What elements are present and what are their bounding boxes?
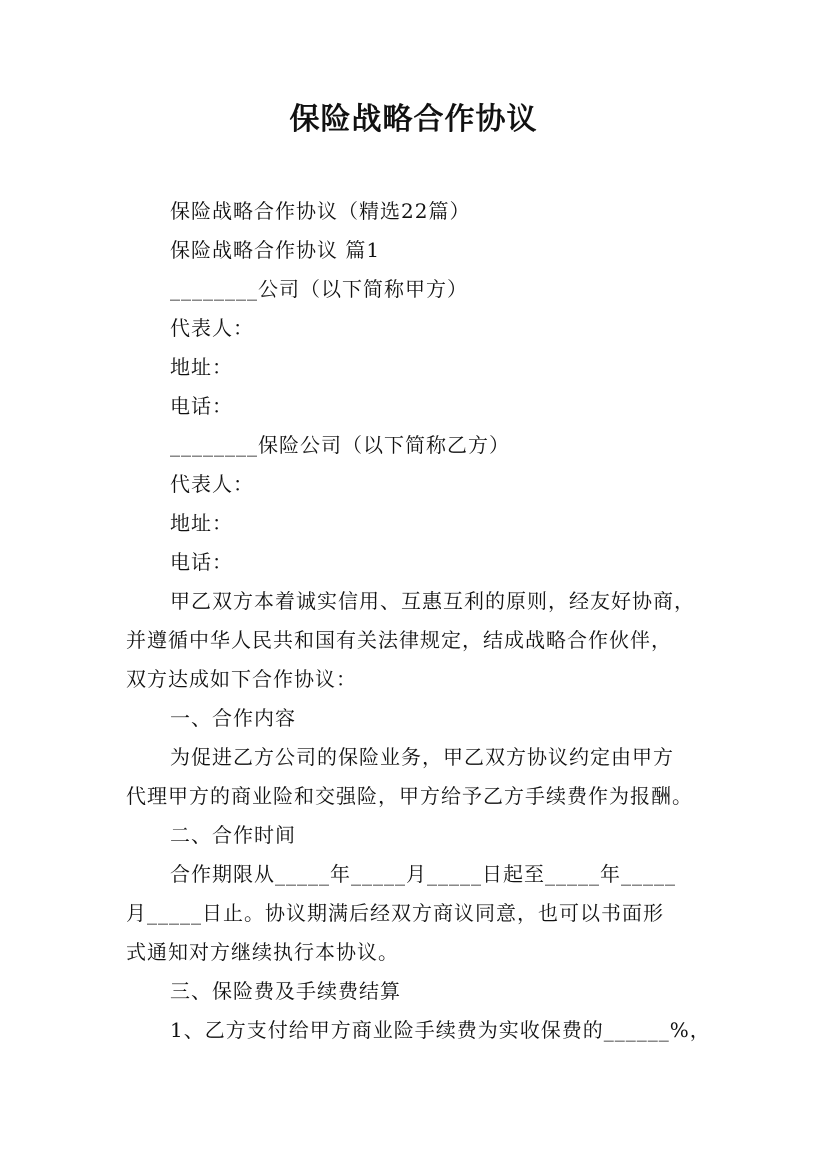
party-b-address: 地址：: [170, 511, 233, 535]
paragraph-line: 1、乙方支付给甲方商业险手续费为实收保费的______%，: [170, 1018, 711, 1042]
party-b-phone: 电话：: [170, 550, 233, 574]
party-a-representative: 代表人：: [170, 316, 254, 340]
subtitle-line: 保险战略合作协议（精选22篇）: [170, 199, 471, 223]
paragraph-line: 合作期限从_____年_____月_____日起至_____年_____: [170, 862, 676, 886]
paragraph-line: 并遵循中华人民共和国有关法律规定，结成战略合作伙伴，: [126, 628, 672, 652]
paragraph-line: 双方达成如下合作协议：: [126, 667, 357, 691]
party-a-address: 地址：: [170, 355, 233, 379]
party-b-line: ________保险公司（以下简称乙方）: [170, 433, 510, 457]
section-heading-line: 保险战略合作协议 篇1: [170, 238, 381, 262]
paragraph-line: 为促进乙方公司的保险业务，甲乙双方协议约定由甲方: [170, 745, 674, 769]
clause-heading: 三、保险费及手续费结算: [170, 979, 401, 1003]
document-title: 保险战略合作协议: [289, 102, 538, 137]
paragraph-line: 月_____日止。协议期满后经双方商议同意，也可以书面形: [126, 901, 664, 925]
paragraph-line: 甲乙双方本着诚实信用、互惠互利的原则，经友好协商，: [170, 589, 695, 613]
paragraph-line: 式通知对方继续执行本协议。: [126, 940, 399, 964]
clause-heading: 一、合作内容: [170, 706, 296, 730]
party-a-line: ________公司（以下简称甲方）: [170, 277, 468, 301]
party-b-representative: 代表人：: [170, 472, 254, 496]
paragraph-line: 代理甲方的商业险和交强险，甲方给予乙方手续费作为报酬。: [126, 784, 693, 808]
clause-heading: 二、合作时间: [170, 823, 296, 847]
party-a-phone: 电话：: [170, 394, 233, 418]
